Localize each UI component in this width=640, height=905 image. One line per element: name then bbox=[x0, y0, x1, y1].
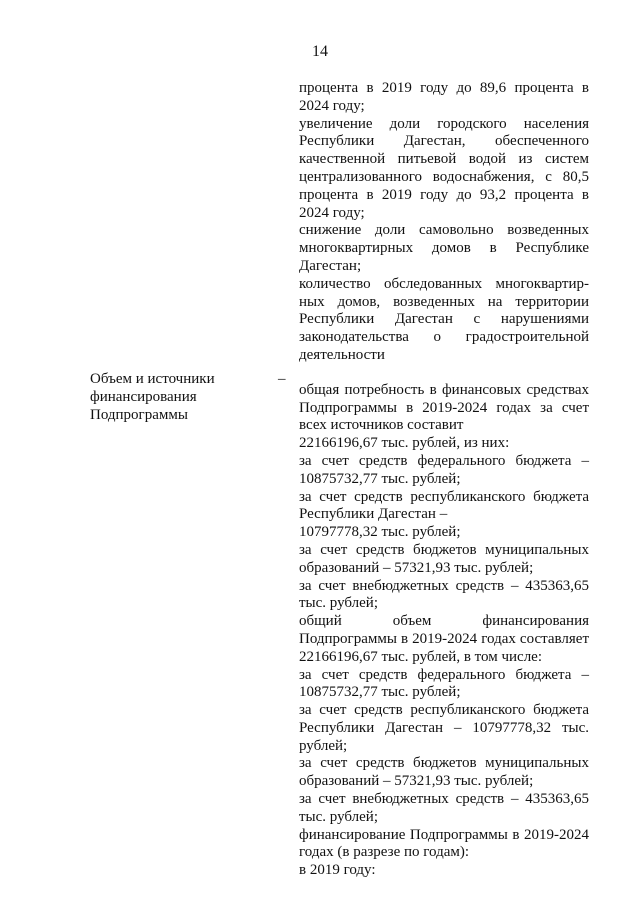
paragraph: общая потребность в финансовых средствах Подпрограммы в 2019-2024 годах за счет всех источников составит bbox=[299, 381, 589, 434]
paragraph: за счет средств бюджетов муниципальных образований – 57321,93 тыс. рублей; bbox=[299, 755, 589, 790]
paragraph: за счет средств федерального бюджета – 10875732,77 тыс. рублей; bbox=[299, 666, 589, 701]
page-number: 14 bbox=[312, 43, 328, 60]
paragraph: в 2019 году: bbox=[299, 862, 376, 879]
paragraph: снижение доли самовольно возведенных многоквартирных домов в Республике Дагестан; bbox=[299, 222, 589, 274]
paragraph: за счет средств бюджетов муниципальных образований – 57321,93 тыс. рублей; bbox=[299, 541, 589, 576]
paragraph: за счет внебюджетных средств – 435363,65 тыс. рублей; bbox=[299, 577, 589, 612]
paragraph: количество обследованных многоквартир-ных домов, возведенных на территории Республики Дагестан с нарушениями законодательства о градостроительной деятельности bbox=[299, 275, 589, 363]
section-label: Объем и источники финансирования Подпрограммы bbox=[90, 371, 215, 423]
paragraph: общий объем финансирования Подпрограммы в 2019-2024 годах составляет 22166196,67 тыс. рублей, в том числе: bbox=[299, 613, 589, 665]
content-column bbox=[299, 80, 589, 880]
paragraph: 22166196,67 тыс. рублей, из них: bbox=[299, 435, 510, 452]
paragraph: процента в 2019 году до 89,6 процента в 2024 году; bbox=[299, 80, 589, 114]
paragraph: за счет средств республиканского бюджета Республики Дагестан – 10797778,32 тыс. рублей; bbox=[299, 702, 589, 754]
paragraph: за счет внебюджетных средств – 435363,65 тыс. рублей; bbox=[299, 791, 589, 825]
paragraph: финансирование Подпрограммы в 2019-2024 годах (в разрезе по годам): bbox=[299, 826, 589, 861]
paragraph: за счет средств республиканского бюджета Республики Дагестан – bbox=[299, 488, 589, 523]
dash-separator: – bbox=[278, 371, 286, 387]
paragraph: за счет средств федерального бюджета – 10875732,77 тыс. рублей; bbox=[299, 452, 589, 487]
paragraph: увеличение доли городского населения Республики Дагестан, обеспеченного качественной питьевой водой из систем централизованного водоснабжения, с 80,5 процента в 2019 году до 93,2 процента в 2024 году; bbox=[299, 115, 589, 221]
paragraph: 10797778,32 тыс. рублей; bbox=[299, 524, 461, 541]
spacer bbox=[299, 365, 589, 382]
